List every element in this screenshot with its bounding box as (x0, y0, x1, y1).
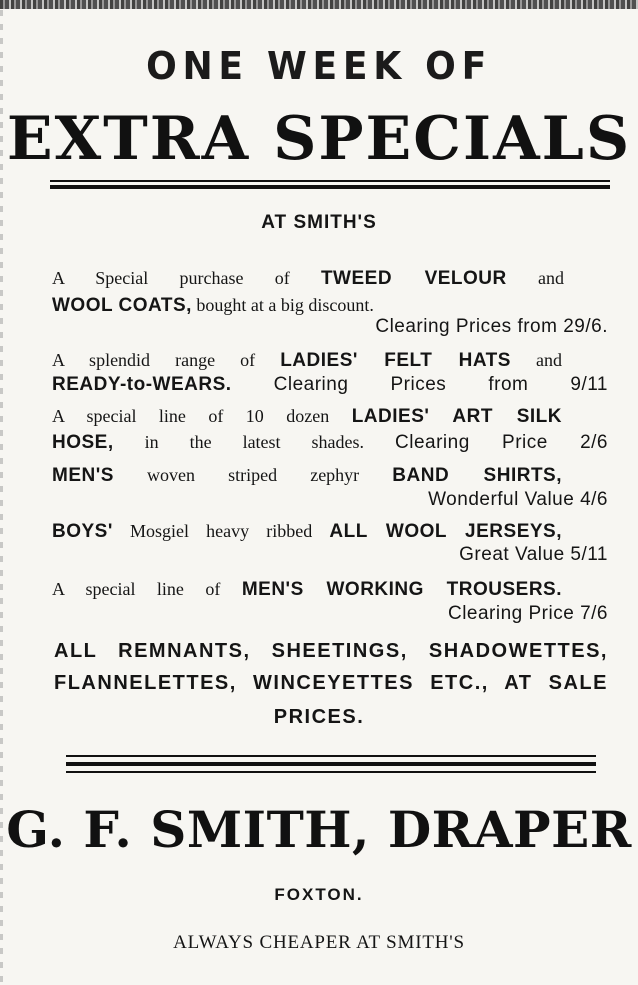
item-shirts-highlight: BAND SHIRTS, (392, 465, 562, 486)
remnants-line-1: ALL REMNANTS, SHEETINGS, SHADOWETTES, (54, 640, 608, 662)
item-jerseys-price (52, 543, 608, 567)
item-trousers-line-1 (52, 577, 562, 602)
item-hats-price: Clearing Prices from 9/11 (231, 374, 608, 395)
at-smiths-subtitle: AT SMITH'S (261, 212, 377, 233)
item-hats-and: and (510, 350, 563, 370)
headline-extra-specials: EXTRA SPECIALS (6, 104, 632, 174)
item-coats-price (52, 315, 608, 339)
item-coats-line-1 (52, 266, 564, 291)
item-shirts-name: MEN'S (52, 465, 114, 486)
item-hose-text: A special line of 10 dozen (52, 406, 352, 426)
item-coats-highlight: TWEED VELOUR (320, 268, 507, 289)
headline-rule-thick (50, 185, 610, 189)
item-hats-line-1 (52, 348, 562, 373)
item-hose-price: Clearing Price 2/6 (395, 432, 608, 453)
item-trousers-price (52, 602, 608, 626)
item-coats-and: and (506, 268, 564, 288)
store-slogan: ALWAYS CHEAPER AT SMITH'S (173, 932, 465, 953)
footer-rule-top (66, 755, 596, 757)
item-shirts-price (52, 488, 608, 512)
item-hose-detail: in the latest shades. (113, 432, 396, 452)
item-hats-highlight: LADIES' FELT HATS (280, 350, 511, 371)
footer-rule-bottom (66, 771, 596, 773)
item-shirts-price-text: Wonderful Value 4/6 (428, 489, 608, 510)
item-trousers-text: A special line of (52, 579, 242, 599)
item-hose-line-2 (52, 430, 608, 455)
footer-rule-thick (66, 762, 596, 766)
item-hose-name: HOSE, (52, 432, 114, 453)
remnants-line-3: PRICES. (273, 706, 365, 728)
item-shirts-line-1 (52, 463, 562, 488)
item-coats-name: WOOL COATS, (52, 295, 192, 316)
item-shirts-text: woven striped zephyr (113, 465, 393, 485)
headline-one-week-of: ONE WEEK OF (146, 44, 492, 88)
item-coats-detail: bought at a big discount. (191, 295, 374, 315)
item-hats-line-2 (52, 373, 608, 397)
item-coats-text: A Special purchase of (52, 268, 321, 288)
item-hats-name: READY-to-WEARS. (52, 374, 232, 395)
item-hose-highlight: LADIES' ART SILK (351, 406, 562, 427)
item-jerseys-name: BOYS' (52, 521, 113, 542)
top-border (0, 0, 638, 9)
item-jerseys-highlight: ALL WOOL JERSEYS, (329, 521, 562, 542)
item-jerseys-price-text: Great Value 5/11 (459, 544, 608, 565)
item-trousers-price-text: Clearing Price 7/6 (447, 603, 608, 624)
headline-rule-thin (50, 180, 610, 182)
item-hose-line-1 (52, 404, 562, 429)
item-coats-price-text: Clearing Prices from 29/6. (375, 316, 608, 337)
item-jerseys-line-1 (52, 519, 562, 544)
item-jerseys-text: Mosgiel heavy ribbed (112, 521, 330, 541)
store-town: FOXTON. (274, 885, 364, 904)
remnants-line-2: FLANNELETTES, WINCEYETTES ETC., AT SALE (54, 672, 608, 694)
store-name: G. F. SMITH, DRAPER (6, 800, 632, 859)
item-trousers-highlight: MEN'S WORKING TROUSERS. (241, 579, 563, 600)
item-hats-text: A splendid range of (52, 350, 281, 370)
